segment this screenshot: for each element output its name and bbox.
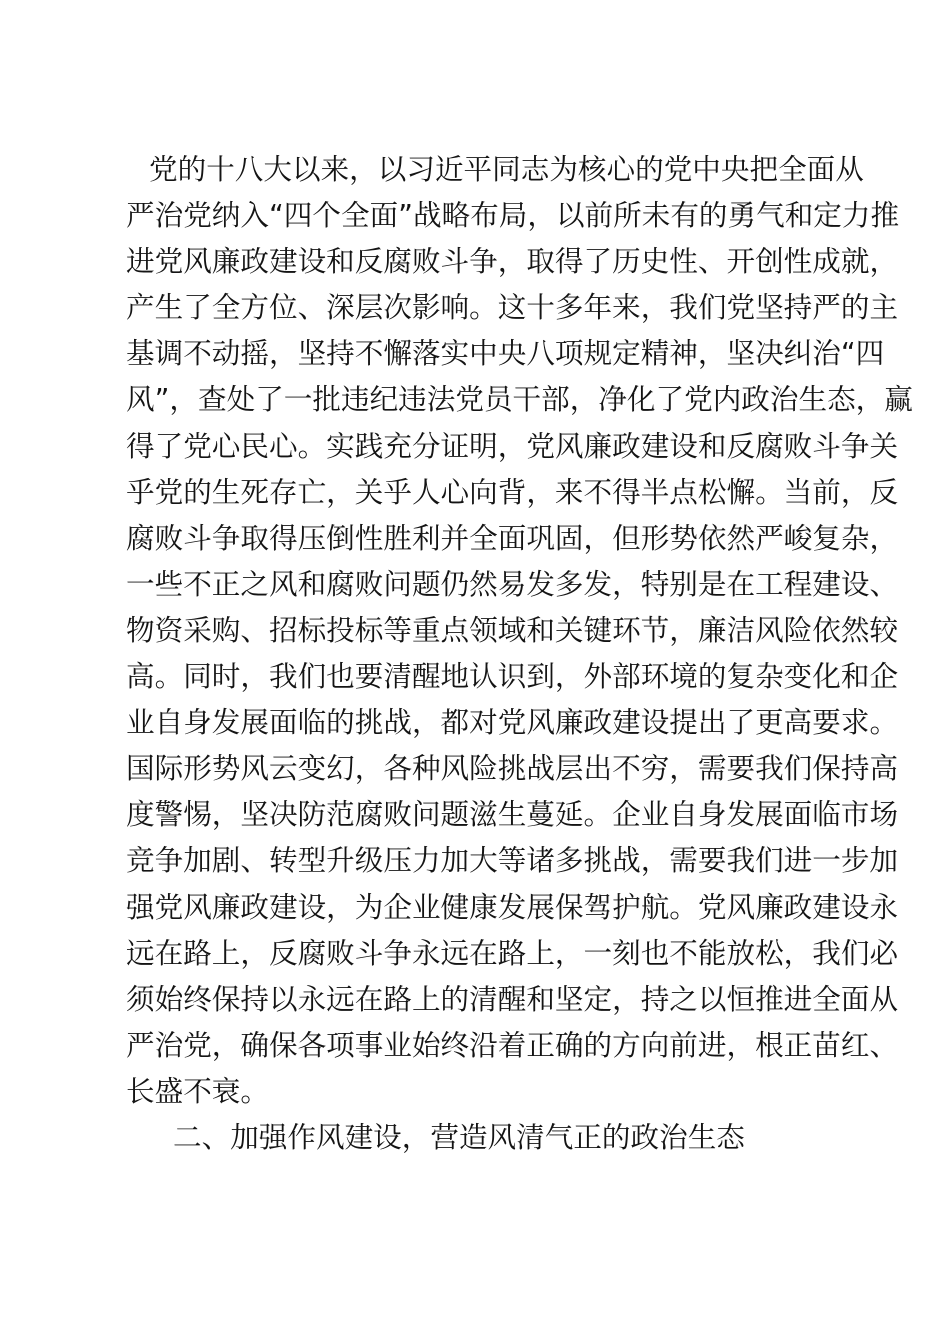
paragraph-line: 物资采购、招标投标等重点领域和关键环节，廉洁风险依然较 bbox=[126, 612, 899, 647]
paragraph-line: 进党风廉政建设和反腐败斗争，取得了历史性、开创性成就， bbox=[126, 244, 899, 279]
paragraph-line: 一些不正之风和腐败问题仍然易发多发，特别是在工程建设、 bbox=[126, 566, 899, 601]
paragraph-line: 高。同时，我们也要清醒地认识到，外部环境的复杂变化和企 bbox=[126, 659, 899, 694]
paragraph-line: 长盛不衰。 bbox=[126, 1073, 269, 1108]
paragraph-line: 产生了全方位、深层次影响。这十多年来，我们党坚持严的主 bbox=[126, 290, 899, 325]
paragraph-line: 严治党纳入“四个全面”战略布局，以前所未有的勇气和定力推 bbox=[126, 198, 900, 233]
body-paragraph bbox=[126, 146, 913, 1114]
paragraph-line: 乎党的生死存亡，关乎人心向背，来不得半点松懈。当前，反 bbox=[126, 474, 899, 509]
paragraph-line: 得了党心民心。实践充分证明，党风廉政建设和反腐败斗争关 bbox=[126, 428, 899, 463]
paragraph-line: 强党风廉政建设，为企业健康发展保驾护航。党风廉政建设永 bbox=[126, 889, 899, 924]
section-heading: 二、加强作风建设，营造风清气正的政治生态 bbox=[173, 1120, 745, 1154]
paragraph-line: 国际形势风云变幻，各种风险挑战层出不穷，需要我们保持高 bbox=[126, 751, 899, 786]
paragraph-line: 风”，查处了一批违纪违法党员干部，净化了党内政治生态，赢 bbox=[126, 382, 913, 417]
paragraph-line: 腐败斗争取得压倒性胜利并全面巩固，但形势依然严峻复杂， bbox=[126, 520, 899, 555]
paragraph-line: 远在路上，反腐败斗争永远在路上，一刻也不能放松，我们必 bbox=[126, 935, 899, 970]
paragraph-line: 业自身发展面临的挑战，都对党风廉政建设提出了更高要求。 bbox=[126, 705, 899, 740]
paragraph-line: 竞争加剧、转型升级压力加大等诸多挑战，需要我们进一步加 bbox=[126, 843, 899, 878]
paragraph-line: 须始终保持以永远在路上的清醒和坚定，持之以恒推进全面从 bbox=[126, 981, 899, 1016]
paragraph-line: 度警惕，坚决防范腐败问题滋生蔓延。企业自身发展面临市场 bbox=[126, 797, 899, 832]
paragraph-line: 严治党，确保各项事业始终沿着正确的方向前进，根正苗红、 bbox=[126, 1027, 899, 1062]
paragraph-line: 基调不动摇，坚持不懈落实中央八项规定精神，坚决纠治“四 bbox=[126, 336, 885, 371]
paragraph-line: 党的十八大以来，以习近平同志为核心的党中央把全面从 bbox=[149, 152, 864, 186]
